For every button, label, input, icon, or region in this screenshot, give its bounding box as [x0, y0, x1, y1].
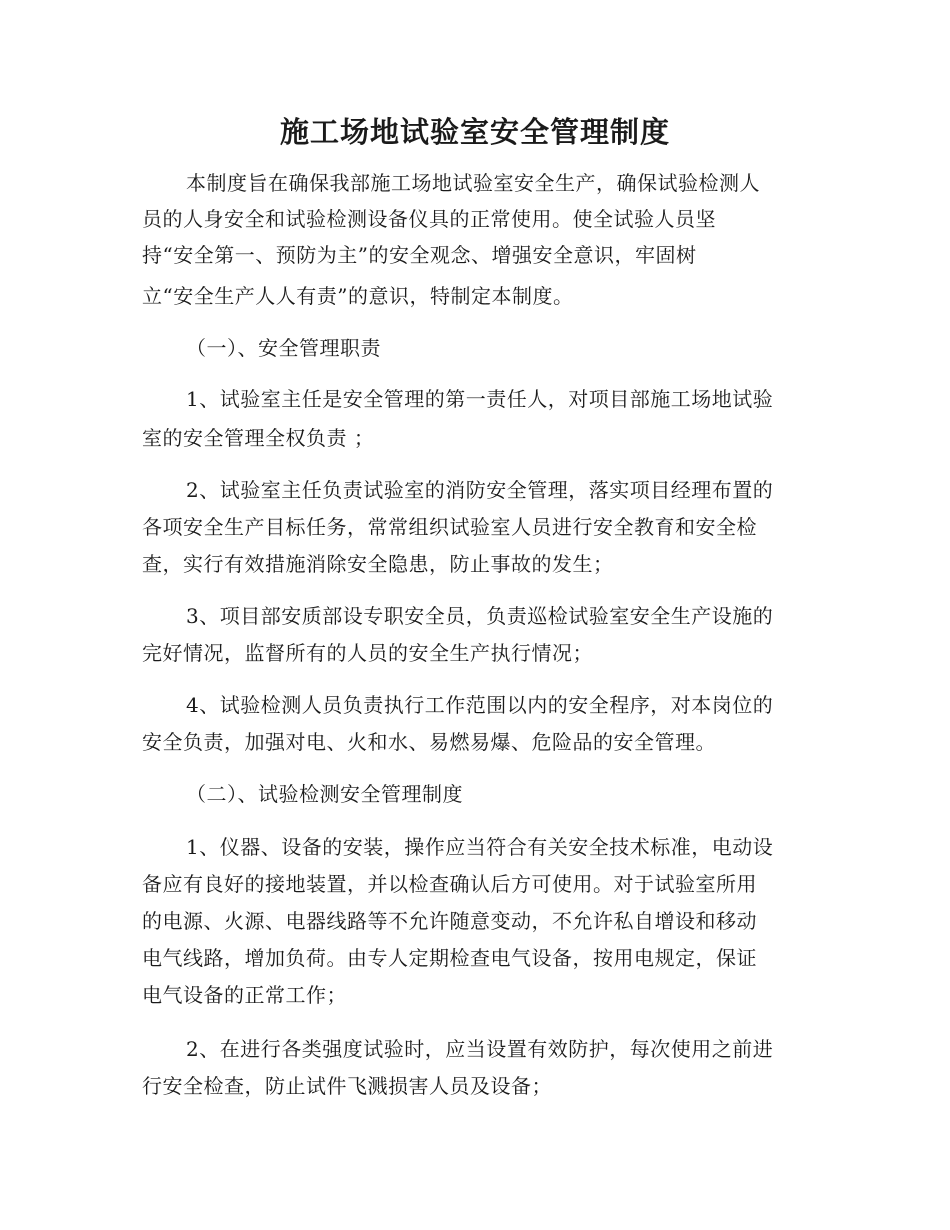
document-title: 施工场地试验室安全管理制度	[279, 115, 670, 149]
paragraph-line: 2、试验室主任负责试验室的消防安全管理，落实项目经理布置的	[186, 478, 774, 502]
paragraph-line: 安全负责，加强对电、火和水、易燃易爆、危险品的安全管理。	[142, 730, 716, 754]
paragraph-line: 1、仪器、设备的安装，操作应当符合有关安全技术标准，电动设	[186, 835, 774, 859]
intro-line: 员的人身安全和试验检测设备仪具的正常使用。使全试验人员坚	[142, 207, 716, 231]
intro-line: 本制度旨在确保我部施工场地试验室安全生产，确保试验检测人	[186, 171, 760, 195]
section-heading: （一）、安全管理职责	[186, 336, 381, 360]
section-heading: （二）、试验检测安全管理制度	[186, 782, 463, 806]
intro-line: 立“安全生产人人有责”的意识，特制定本制度。	[142, 284, 574, 308]
intro-line: 持“安全第一、预防为主”的安全观念、增强安全意识，牢固树	[142, 243, 697, 267]
paragraph-line: 完好情况，监督所有的人员的安全生产执行情况；	[142, 641, 593, 665]
paragraph-line: 查，实行有效措施消除安全隐患，防止事故的发生；	[142, 552, 614, 576]
paragraph-line: 室的安全管理全权负责 ；	[142, 426, 375, 450]
paragraph-line: 备应有良好的接地装置，并以检查确认后方可使用。对于试验室所用	[142, 872, 757, 896]
paragraph-line: 4、试验检测人员负责执行工作范围以内的安全程序，对本岗位的	[186, 693, 774, 717]
paragraph-line: 2、在进行各类强度试验时，应当设置有效防护，每次使用之前进	[186, 1037, 774, 1061]
paragraph-line: 各项安全生产目标任务，常常组织试验室人员进行安全教育和安全检	[142, 515, 757, 539]
paragraph-line: 行安全检查，防止试件飞溅损害人员及设备；	[142, 1074, 552, 1098]
paragraph-line: 的电源、火源、电器线路等不允许随意变动，不允许私自增设和移动	[142, 909, 757, 933]
paragraph-line: 3、项目部安质部设专职安全员，负责巡检试验室安全生产设施的	[186, 604, 774, 628]
paragraph-line: 电气线路，增加负荷。由专人定期检查电气设备，按用电规定，保证	[142, 946, 757, 970]
paragraph-line: 电气设备的正常工作；	[142, 983, 347, 1007]
paragraph-line: 1、试验室主任是安全管理的第一责任人，对项目部施工场地试验	[186, 387, 774, 411]
